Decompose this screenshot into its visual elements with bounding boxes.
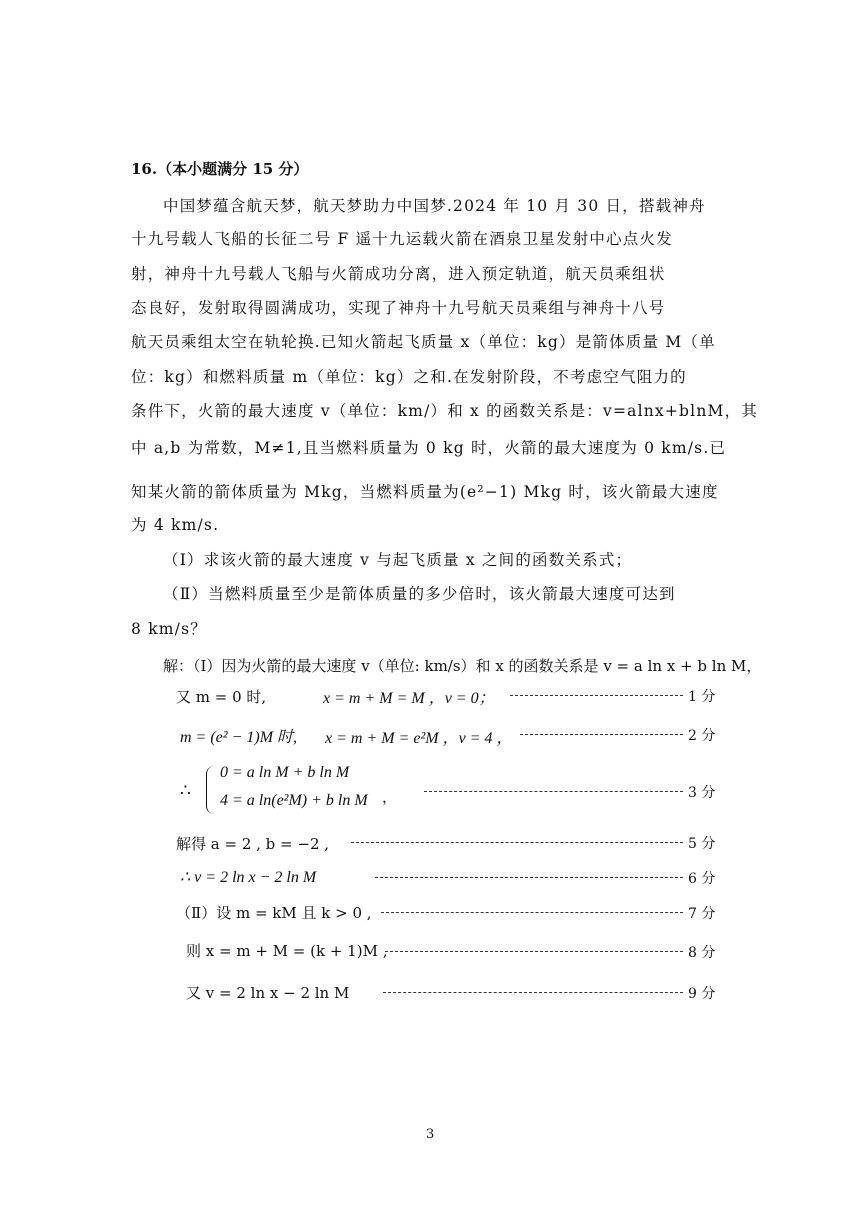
solution-step-5: ∴ v = 2 ln x − 2 ln M [180, 869, 317, 886]
score-leader-6 [375, 877, 683, 879]
solution-step-8: 又 v = 2 ln x − 2 ln M [186, 984, 350, 1002]
problem-line-10: 为 4 km/s. [131, 516, 220, 534]
problem-line-5: 航天员乘组太空在轨轮换.已知火箭起飞质量 x（单位：kg）是箭体质量 M（单 [131, 333, 716, 351]
page-number: 3 [426, 1127, 435, 1142]
score-leader-2 [520, 734, 683, 736]
solution-step-7: 则 x = m + M = (k + 1)M , [186, 942, 388, 960]
solution-intro: 解：（Ⅰ）因为火箭的最大速度 v（单位: km/s）和 x 的函数关系是 v = a ln x + b ln M， [163, 657, 762, 675]
therefore-symbol-1: ∴ [180, 781, 191, 801]
score-5: 5 分 [688, 836, 716, 852]
score-leader-9 [383, 992, 683, 994]
score-1: 1 分 [688, 689, 716, 705]
question-1: （Ⅰ）求该火箭的最大速度 v 与起飞质量 x 之间的函数关系式； [163, 551, 633, 569]
problem-title: 16.（本小题满分 15 分） [131, 160, 309, 178]
problem-line-9: 知某火箭的箭体质量为 Mkg，当燃料质量为(e²−1) Mkg 时，该火箭最大速度 [131, 483, 719, 501]
problem-line-1: 中国梦蕴含航天梦，航天梦助力中国梦.2024 年 10 月 30 日，搭载神舟 [163, 197, 706, 215]
score-9: 9 分 [688, 986, 716, 1002]
system-comma: ， [382, 788, 398, 806]
score-leader-1 [510, 695, 683, 697]
score-7: 7 分 [688, 906, 716, 922]
problem-line-2: 十九号载人飞船的长征二号 F 遥十九运载火箭在酒泉卫星发射中心点火发 [131, 230, 673, 248]
solution-step-1-equation: x = m + M = M ，v = 0； [323, 690, 495, 707]
score-2: 2 分 [688, 728, 716, 744]
question-2-line-1: （Ⅱ）当燃料质量至少是箭体质量的多少倍时，该火箭最大速度可达到 [163, 585, 676, 603]
score-8: 8 分 [688, 945, 716, 961]
problem-line-6: 位：kg）和燃料质量 m（单位：kg）之和.在发射阶段，不考虑空气阻力的 [131, 368, 687, 386]
system-brace [206, 766, 217, 814]
solution-step-4: 解得 a = 2 , b = −2 , [176, 835, 330, 853]
problem-line-7: 条件下，火箭的最大速度 v（单位：km/）和 x 的函数关系是：v=alnx+blnM，其 [131, 402, 758, 420]
solution-step-6: （Ⅱ）设 m = kM 且 k > 0 , [176, 904, 372, 922]
score-leader-7 [381, 912, 683, 914]
score-leader-3 [424, 791, 683, 793]
system-equation-2: 4 = a ln(e²M) + b ln M [220, 792, 368, 809]
solution-step-2-equation: x = m + M = e²M ，v = 4 ， [325, 730, 513, 747]
problem-line-3: 射，神舟十九号载人飞船与火箭成功分离，进入预定轨道，航天员乘组状 [131, 265, 666, 283]
solution-step-1-condition: 又 m = 0 时, [176, 688, 267, 706]
question-2-line-2: 8 km/s？ [131, 620, 207, 638]
score-3: 3 分 [688, 785, 716, 801]
system-equation-1: 0 = a ln M + b ln M [220, 764, 350, 781]
score-leader-8 [385, 951, 683, 953]
score-6: 6 分 [688, 871, 716, 887]
problem-line-8: 中 a,b 为常数，M≠1,且当燃料质量为 0 kg 时，火箭的最大速度为 0 km/s.已 [131, 439, 727, 457]
score-leader-5 [351, 842, 683, 844]
problem-line-4: 态良好，发射取得圆满成功，实现了神舟十九号航天员乘组与神舟十八号 [131, 299, 666, 317]
solution-step-2-condition: m = (e² − 1)M 时, [180, 729, 298, 746]
